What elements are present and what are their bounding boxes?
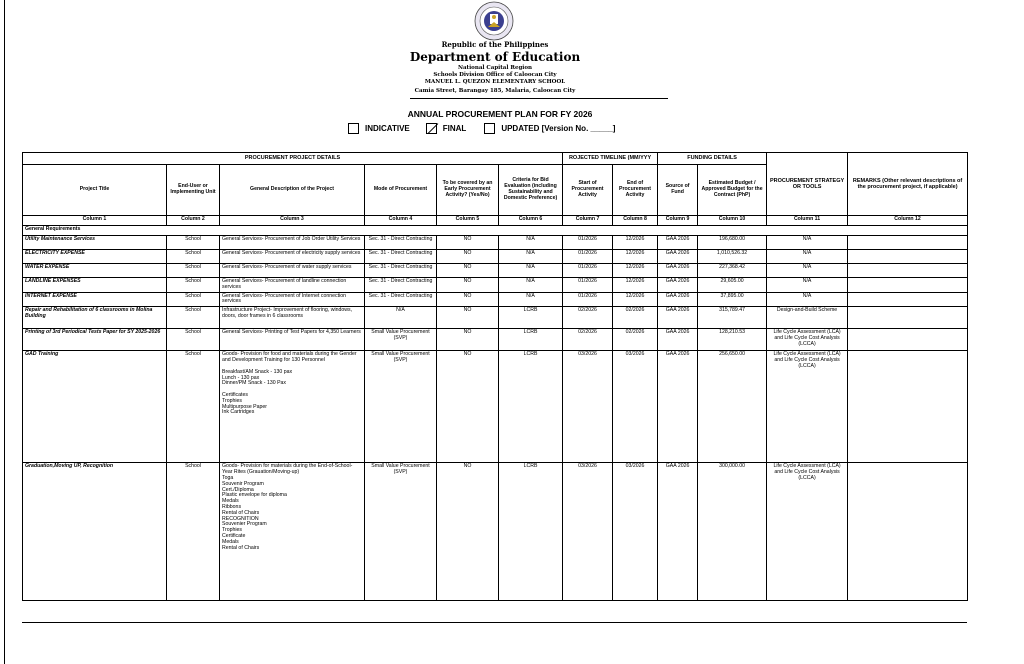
project-title-cell: Utility Maintenance Services: [23, 236, 167, 250]
updated-checkbox[interactable]: [484, 123, 495, 134]
description-cell: General Services- Printing of Test Papers for 4,350 Learners: [220, 329, 365, 351]
end-date-cell: 12/2026: [613, 250, 658, 264]
description-cell: General Services- Procurement of electricity supply services: [220, 250, 365, 264]
column-number-7: Column 7: [563, 216, 613, 226]
header-school: MANUEL L. QUEZON ELEMENTARY SCHOOL: [424, 79, 566, 85]
header-division: Schools Division Office of Caloocan City: [433, 72, 557, 78]
header-region: National Capital Region: [457, 65, 533, 71]
col-header-4: Mode of Procurement: [365, 165, 437, 216]
end-user-cell: School: [167, 278, 220, 293]
procurement-strategy-cell: Design-and-Build Scheme: [767, 307, 848, 329]
end-date-cell: 03/2026: [613, 463, 658, 601]
project-title-cell: Graduation,Moving UP, Recognition: [23, 463, 167, 601]
bid-criteria-cell: N/A: [499, 278, 563, 293]
remarks-cell: [848, 278, 968, 293]
early-procurement-cell: NO: [437, 351, 499, 463]
end-user-cell: School: [167, 292, 220, 307]
fund-source-cell: GAA 2026: [658, 329, 698, 351]
bid-criteria-cell: N/A: [499, 236, 563, 250]
end-date-cell: 12/2026: [613, 278, 658, 293]
col-header-3: General Description of the Project: [220, 165, 365, 216]
end-user-cell: School: [167, 351, 220, 463]
end-date-cell: 02/2026: [613, 307, 658, 329]
remarks-cell: [848, 351, 968, 463]
start-date-cell: 02/2026: [563, 307, 613, 329]
table-row: [23, 307, 968, 329]
column-number-row: [23, 216, 968, 226]
start-date-cell: 02/2026: [563, 329, 613, 351]
page-bottom-rule: [22, 622, 967, 623]
description-cell: General Services- Procurement of Internet connection services: [220, 292, 365, 307]
project-title-cell: WATER EXPENSE: [23, 264, 167, 278]
bid-criteria-cell: LCRB: [499, 351, 563, 463]
col-header-1: Project Title: [23, 165, 167, 216]
page-left-border: [4, 0, 5, 664]
procurement-strategy-cell: N/A: [767, 264, 848, 278]
early-procurement-cell: NO: [437, 250, 499, 264]
column-number-6: Column 6: [499, 216, 563, 226]
project-title-cell: Repair and Rehabilitation of 6 classrooms in Molina Building: [23, 307, 167, 329]
col-header-10: Estimated Budget / Approved Budget for the Contract (PhP): [698, 165, 767, 216]
early-procurement-cell: NO: [437, 463, 499, 601]
early-procurement-cell: NO: [437, 329, 499, 351]
estimated-budget-cell: 300,000.00: [698, 463, 767, 601]
description-cell: General Services- Procurement of landline connection services: [220, 278, 365, 293]
fund-source-cell: GAA 2026: [658, 463, 698, 601]
start-date-cell: 01/2026: [563, 250, 613, 264]
procurement-mode-cell: Sec. 31 - Direct Contracting: [365, 250, 437, 264]
start-date-cell: 01/2026: [563, 292, 613, 307]
remarks-cell: [848, 463, 968, 601]
table-row: [23, 250, 968, 264]
early-procurement-cell: NO: [437, 264, 499, 278]
early-procurement-cell: NO: [437, 236, 499, 250]
procurement-strategy-cell: Life Cycle Assessment (LCA) and Life Cycle Cost Analysis (LCCA): [767, 351, 848, 463]
column-number-11: Column 11: [767, 216, 848, 226]
estimated-budget-cell: 29,605.00: [698, 278, 767, 293]
early-procurement-cell: NO: [437, 307, 499, 329]
col-header-7: Start of Procurement Activity: [563, 165, 613, 216]
column-number-2: Column 2: [167, 216, 220, 226]
estimated-budget-cell: 128,210.53: [698, 329, 767, 351]
bid-criteria-cell: LCRB: [499, 307, 563, 329]
col-header-5: To be covered by an Early Procurement Activity? (Yes/No): [437, 165, 499, 216]
description-cell: Goods- Provision for materials during the End-of-School-Year Rites (Grauation/Moving-up) Toga Souvenir Program Cert./Diploma Plastic envelope for diploma Medals Ribbons Rental of Chairs RECOGNITION Souvenier Program Trophies Certificate Medals Rental of Chairs: [220, 463, 365, 601]
column-number-3: Column 3: [220, 216, 365, 226]
column-number-12: Column 12: [848, 216, 968, 226]
project-title-cell: ELECTRICITY EXPENSE: [23, 250, 167, 264]
column-number-8: Column 8: [613, 216, 658, 226]
procurement-strategy-cell: N/A: [767, 250, 848, 264]
col-header-12: REMARKS (Other relevant descriptions of the procurement project, if applicable): [848, 153, 968, 216]
table-row: [23, 236, 968, 250]
final-label: FINAL: [442, 124, 467, 133]
remarks-cell: [848, 307, 968, 329]
project-title-cell: INTERNET EXPENSE: [23, 292, 167, 307]
fund-source-cell: GAA 2026: [658, 236, 698, 250]
col-header-6: Criteria for Bid Evaluation (including Sustainability and Domestic Preference): [499, 165, 563, 216]
description-cell: Infrastructure Project- Improvement of flooring, windows, doors, door frames in 6 classrooms: [220, 307, 365, 329]
project-title-cell: Printing of 3rd Periodical Tests Paper for SY 2025-2026: [23, 329, 167, 351]
end-user-cell: School: [167, 329, 220, 351]
bid-criteria-cell: N/A: [499, 292, 563, 307]
col-header-2: End-User or Implementing Unit: [167, 165, 220, 216]
final-checkbox[interactable]: [426, 123, 437, 134]
start-date-cell: 01/2026: [563, 278, 613, 293]
header-republic: Republic of the Philippines: [441, 40, 549, 49]
end-user-cell: School: [167, 236, 220, 250]
procurement-strategy-cell: N/A: [767, 278, 848, 293]
fund-source-cell: GAA 2026: [658, 250, 698, 264]
estimated-budget-cell: 37,895.00: [698, 292, 767, 307]
column-number-1: Column 1: [23, 216, 167, 226]
procurement-mode-cell: Small Value Procurement (SVP): [365, 351, 437, 463]
start-date-cell: 03/2026: [563, 351, 613, 463]
estimated-budget-cell: 196,680.00: [698, 236, 767, 250]
plan-type-options: [348, 123, 631, 134]
early-procurement-cell: NO: [437, 292, 499, 307]
procurement-strategy-cell: Life Cycle Assessment (LCA) and Life Cycle Cost Analysis (LCCA): [767, 463, 848, 601]
table-row: [23, 264, 968, 278]
fund-source-cell: GAA 2026: [658, 292, 698, 307]
header-address: Camia Street, Barangay 185, Malaria, Caloocan City: [414, 88, 576, 94]
early-procurement-cell: NO: [437, 278, 499, 293]
procurement-mode-cell: Small Value Procurement (SVP): [365, 329, 437, 351]
header-department: Department of Education: [409, 50, 581, 64]
description-cell: General Services- Procurement of water supply services: [220, 264, 365, 278]
table-row: [23, 463, 968, 601]
col-header-9: Source of Fund: [658, 165, 698, 216]
procurement-mode-cell: Sec. 31 - Direct Contracting: [365, 236, 437, 250]
fund-source-cell: GAA 2026: [658, 278, 698, 293]
fund-source-cell: GAA 2026: [658, 264, 698, 278]
bid-criteria-cell: LCRB: [499, 329, 563, 351]
table-row: [23, 292, 968, 307]
estimated-budget-cell: 315,789.47: [698, 307, 767, 329]
col-header-8: End of Procurement Activity: [613, 165, 658, 216]
header-rule: [410, 98, 668, 99]
procurement-table: [22, 152, 968, 601]
start-date-cell: 03/2026: [563, 463, 613, 601]
description-cell: General Services- Procurement of Job Order Utility Services: [220, 236, 365, 250]
group-project-details: PROCUREMENT PROJECT DETAILS: [23, 153, 563, 165]
column-number-9: Column 9: [658, 216, 698, 226]
procurement-strategy-cell: Life Cycle Assessment (LCA) and Life Cycle Cost Analysis (LCCA): [767, 329, 848, 351]
column-number-4: Column 4: [365, 216, 437, 226]
end-user-cell: School: [167, 264, 220, 278]
table-row: [23, 278, 968, 293]
procurement-strategy-cell: N/A: [767, 292, 848, 307]
group-funding: FUNDING DETAILS: [658, 153, 767, 165]
table-row: [23, 329, 968, 351]
procurement-mode-cell: Sec. 31 - Direct Contracting: [365, 292, 437, 307]
column-number-10: Column 10: [698, 216, 767, 226]
description-cell: Goods- Provision for food and materials during the Gender and Development Training for 130 Personnel Breakfast/AM Snack - 130 pax Lunch - 130 pax Dinner/PM Snack - 130 Pax Certificates Trophies Multipurpose Paper Ink Cartridges: [220, 351, 365, 463]
end-date-cell: 03/2026: [613, 351, 658, 463]
remarks-cell: [848, 329, 968, 351]
end-date-cell: 12/2026: [613, 236, 658, 250]
procurement-mode-cell: Sec. 31 - Direct Contracting: [365, 278, 437, 293]
start-date-cell: 01/2026: [563, 264, 613, 278]
end-date-cell: 02/2026: [613, 329, 658, 351]
end-user-cell: School: [167, 463, 220, 601]
col-header-11: PROCUREMENT STRATEGY OR TOOLS: [767, 153, 848, 216]
plan-title: ANNUAL PROCUREMENT PLAN FOR FY 2026: [407, 109, 593, 119]
remarks-cell: [848, 236, 968, 250]
procurement-mode-cell: Sec. 31 - Direct Contracting: [365, 264, 437, 278]
end-date-cell: 12/2026: [613, 292, 658, 307]
procurement-mode-cell: N/A: [365, 307, 437, 329]
group-timeline: ROJECTED TIMELINE (MM/YYY: [563, 153, 658, 165]
bid-criteria-cell: N/A: [499, 264, 563, 278]
fund-source-cell: GAA 2026: [658, 307, 698, 329]
table-row: [23, 351, 968, 463]
section-general-requirements: General Requirements: [23, 226, 968, 236]
end-user-cell: School: [167, 250, 220, 264]
remarks-cell: [848, 292, 968, 307]
deped-seal-logo: [474, 1, 514, 41]
bid-criteria-cell: N/A: [499, 250, 563, 264]
end-user-cell: School: [167, 307, 220, 329]
procurement-strategy-cell: N/A: [767, 236, 848, 250]
column-number-5: Column 5: [437, 216, 499, 226]
indicative-checkbox[interactable]: [348, 123, 359, 134]
remarks-cell: [848, 264, 968, 278]
project-title-cell: LANDLINE EXPENSES: [23, 278, 167, 293]
project-title-cell: GAD Training: [23, 351, 167, 463]
procurement-mode-cell: Small Value Procurement (SVP): [365, 463, 437, 601]
indicative-label: INDICATIVE: [365, 124, 410, 133]
end-date-cell: 12/2026: [613, 264, 658, 278]
bid-criteria-cell: LCRB: [499, 463, 563, 601]
estimated-budget-cell: 227,368.42: [698, 264, 767, 278]
updated-label: UPDATED [Version No. _____]: [501, 124, 616, 133]
start-date-cell: 01/2026: [563, 236, 613, 250]
remarks-cell: [848, 250, 968, 264]
estimated-budget-cell: 1,010,526.32: [698, 250, 767, 264]
fund-source-cell: GAA 2026: [658, 351, 698, 463]
estimated-budget-cell: 256,650.00: [698, 351, 767, 463]
